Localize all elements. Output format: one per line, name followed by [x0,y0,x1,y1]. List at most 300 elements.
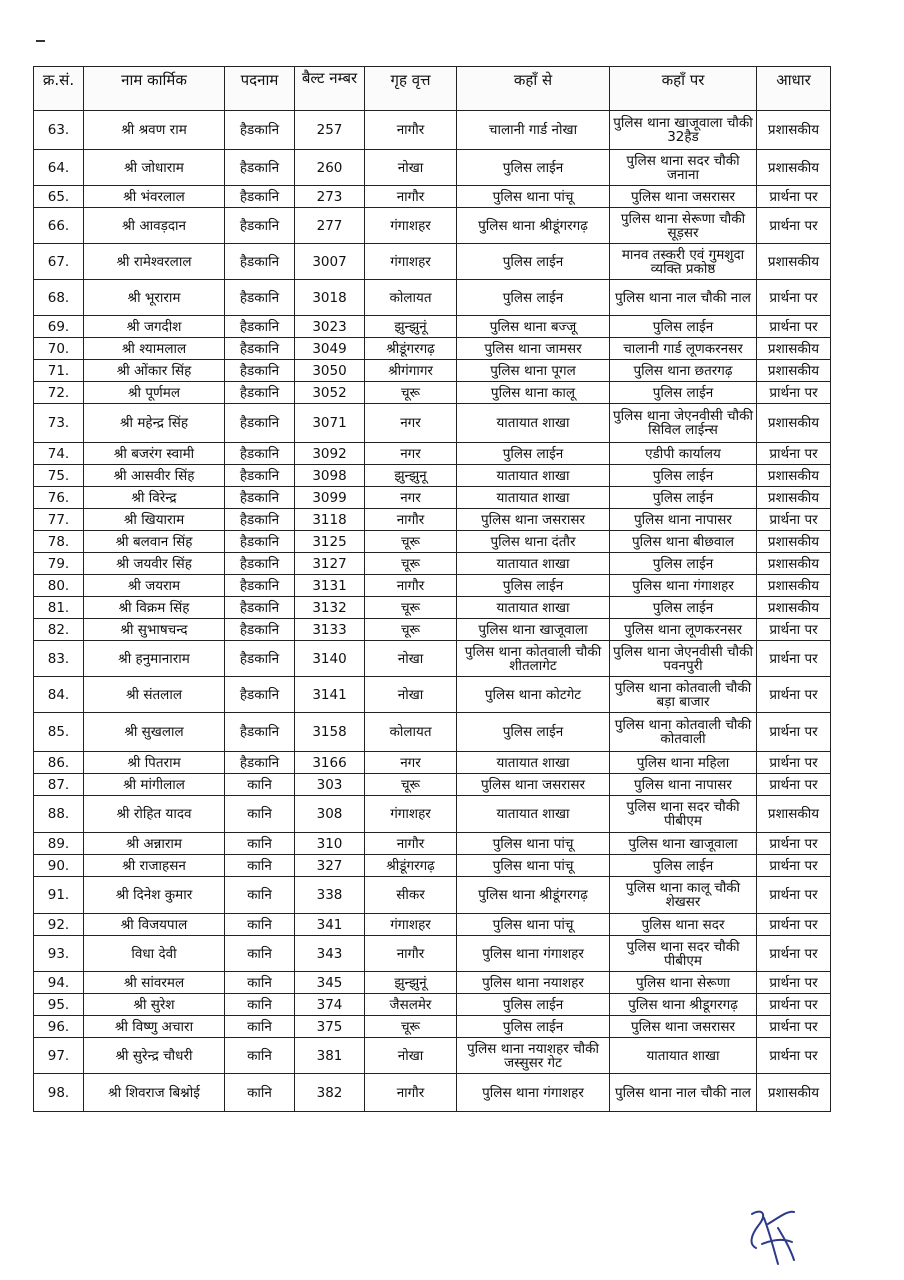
header-home: गृह वृत्त [365,67,457,111]
table-row [34,150,831,186]
row-to-posting: मानव तस्करी एवं गुमशुदा व्यक्ति प्रकोष्ठ [610,244,757,280]
row-designation: हैडकानि [225,487,295,509]
table-row [34,404,831,443]
row-to-posting: पुलिस थाना सदर चौकी पीबीएम [610,796,757,833]
row-designation: कानि [225,877,295,914]
table-row [34,914,831,936]
row-from-posting: पुलिस थाना पांचू [457,833,610,855]
row-from-posting: पुलिस लाईन [457,1016,610,1038]
row-serial-number: 85. [34,713,84,752]
row-personnel-name: श्री पूर्णमल [84,382,225,404]
row-from-posting: पुलिस थाना श्रीडूंगरगढ़ [457,208,610,244]
row-belt-number: 343 [295,936,365,972]
row-belt-number: 3125 [295,531,365,553]
table-row [34,487,831,509]
row-belt-number: 3127 [295,553,365,575]
row-personnel-name: श्री हनुमानाराम [84,641,225,677]
row-belt-number: 3050 [295,360,365,382]
table-row [34,752,831,774]
row-personnel-name: श्री सांवरमल [84,972,225,994]
row-designation: कानि [225,833,295,855]
row-serial-number: 76. [34,487,84,509]
row-personnel-name: श्री भंवरलाल [84,186,225,208]
row-serial-number: 97. [34,1038,84,1074]
row-personnel-name: श्री जगदीश [84,316,225,338]
row-home-circle: कोलायत [365,280,457,316]
row-from-posting: यातायात शाखा [457,796,610,833]
row-personnel-name: श्री जयवीर सिंह [84,553,225,575]
row-basis: प्रार्थना पर [757,509,831,531]
table-row [34,382,831,404]
row-basis: प्रार्थना पर [757,833,831,855]
table-row [34,360,831,382]
row-from-posting: पुलिस लाईन [457,280,610,316]
row-home-circle: नागौर [365,833,457,855]
table-row [34,208,831,244]
row-basis: प्रार्थना पर [757,316,831,338]
row-to-posting: पुलिस थाना जेएनवीसी चौकी पवनपुरी [610,641,757,677]
row-basis: प्रशासकीय [757,575,831,597]
row-to-posting: पुलिस थाना छतरगढ़ [610,360,757,382]
row-designation: हैडकानि [225,443,295,465]
row-belt-number: 310 [295,833,365,855]
header-to: कहाँ पर [610,67,757,111]
row-serial-number: 87. [34,774,84,796]
row-belt-number: 3133 [295,619,365,641]
row-basis: प्रार्थना पर [757,443,831,465]
row-home-circle: सीकर [365,877,457,914]
row-designation: हैडकानि [225,531,295,553]
row-personnel-name: श्री विरेन्द्र [84,487,225,509]
row-personnel-name: श्री सुभाषचन्द [84,619,225,641]
table-row [34,994,831,1016]
row-personnel-name: श्री जयराम [84,575,225,597]
row-home-circle: चूरू [365,774,457,796]
row-designation: कानि [225,994,295,1016]
row-home-circle: चूरू [365,531,457,553]
row-personnel-name: श्री विक्रम सिंह [84,597,225,619]
row-basis: प्रार्थना पर [757,1038,831,1074]
row-belt-number: 3007 [295,244,365,280]
table-row [34,338,831,360]
row-to-posting: पुलिस थाना सदर [610,914,757,936]
row-to-posting: पुलिस थाना गंगाशहर [610,575,757,597]
table-row [34,796,831,833]
row-from-posting: पुलिस थाना कोटगेट [457,677,610,713]
row-belt-number: 3092 [295,443,365,465]
row-personnel-name: श्री सुरेश [84,994,225,1016]
row-belt-number: 3071 [295,404,365,443]
row-from-posting: यातायात शाखा [457,553,610,575]
row-basis: प्रार्थना पर [757,994,831,1016]
row-to-posting: पुलिस लाईन [610,316,757,338]
row-to-posting: पुलिस थाना नापासर [610,509,757,531]
row-serial-number: 95. [34,994,84,1016]
table-row [34,877,831,914]
table-row [34,713,831,752]
row-from-posting: यातायात शाखा [457,465,610,487]
row-serial-number: 69. [34,316,84,338]
row-basis: प्रार्थना पर [757,619,831,641]
row-personnel-name: श्री बजरंग स्वामी [84,443,225,465]
row-belt-number: 3131 [295,575,365,597]
row-designation: हैडकानि [225,465,295,487]
row-home-circle: चूरू [365,1016,457,1038]
row-home-circle: नगर [365,752,457,774]
row-to-posting: पुलिस थाना खाजूवाला [610,833,757,855]
table-row [34,443,831,465]
row-to-posting: चालानी गार्ड लूणकरनसर [610,338,757,360]
row-home-circle: नागौर [365,1074,457,1112]
row-personnel-name: श्री सुखलाल [84,713,225,752]
row-designation: कानि [225,1038,295,1074]
row-serial-number: 66. [34,208,84,244]
table-row [34,465,831,487]
row-belt-number: 273 [295,186,365,208]
row-basis: प्रशासकीय [757,150,831,186]
row-basis: प्रशासकीय [757,796,831,833]
row-personnel-name: श्री आसवीर सिंह [84,465,225,487]
row-designation: कानि [225,936,295,972]
row-serial-number: 93. [34,936,84,972]
row-belt-number: 303 [295,774,365,796]
row-serial-number: 86. [34,752,84,774]
row-basis: प्रशासकीय [757,531,831,553]
row-serial-number: 89. [34,833,84,855]
row-home-circle: गंगाशहर [365,208,457,244]
row-belt-number: 257 [295,111,365,150]
row-to-posting: पुलिस थाना सेरूणा चौकी सूड़सर [610,208,757,244]
row-to-posting: पुलिस थाना नाल चौकी नाल [610,280,757,316]
row-designation: हैडकानि [225,150,295,186]
row-to-posting: पुलिस लाईन [610,487,757,509]
table-row [34,833,831,855]
row-serial-number: 72. [34,382,84,404]
row-serial-number: 90. [34,855,84,877]
row-home-circle: जैसलमेर [365,994,457,1016]
row-personnel-name: श्री जोधाराम [84,150,225,186]
row-to-posting: पुलिस लाईन [610,382,757,404]
row-from-posting: पुलिस थाना गंगाशहर [457,1074,610,1112]
row-home-circle: चूरू [365,619,457,641]
table-row [34,936,831,972]
row-from-posting: चालानी गार्ड नोखा [457,111,610,150]
row-designation: हैडकानि [225,619,295,641]
row-serial-number: 83. [34,641,84,677]
row-serial-number: 98. [34,1074,84,1112]
row-belt-number: 3132 [295,597,365,619]
row-personnel-name: श्री संतलाल [84,677,225,713]
row-designation: हैडकानि [225,404,295,443]
row-designation: हैडकानि [225,713,295,752]
row-serial-number: 77. [34,509,84,531]
row-basis: प्रशासकीय [757,597,831,619]
row-home-circle: नोखा [365,641,457,677]
row-from-posting: पुलिस लाईन [457,150,610,186]
row-basis: प्रशासकीय [757,1074,831,1112]
row-basis: प्रशासकीय [757,553,831,575]
row-belt-number: 345 [295,972,365,994]
row-designation: हैडकानि [225,597,295,619]
row-designation: हैडकानि [225,316,295,338]
row-designation: हैडकानि [225,575,295,597]
row-from-posting: यातायात शाखा [457,404,610,443]
row-personnel-name: श्री ओंकार सिंह [84,360,225,382]
row-home-circle: कोलायत [365,713,457,752]
row-basis: प्रार्थना पर [757,641,831,677]
row-designation: कानि [225,774,295,796]
row-personnel-name: श्री अन्नाराम [84,833,225,855]
row-to-posting: पुलिस थाना जसरासर [610,1016,757,1038]
row-serial-number: 71. [34,360,84,382]
row-belt-number: 3018 [295,280,365,316]
row-serial-number: 70. [34,338,84,360]
table-header-row [34,67,831,111]
row-from-posting: पुलिस थाना कोतवाली चौकी शीतलागेट [457,641,610,677]
row-home-circle: नगर [365,443,457,465]
row-basis: प्रार्थना पर [757,280,831,316]
row-home-circle: चूरू [365,597,457,619]
row-belt-number: 3140 [295,641,365,677]
row-designation: हैडकानि [225,244,295,280]
row-basis: प्रार्थना पर [757,936,831,972]
row-to-posting: पुलिस थाना जेएनवीसी चौकी सिविल लाईन्स [610,404,757,443]
row-designation: कानि [225,1016,295,1038]
row-home-circle: नागौर [365,509,457,531]
row-to-posting: पुलिस थाना जसरासर [610,186,757,208]
row-from-posting: पुलिस थाना पांचू [457,855,610,877]
row-personnel-name: विधा देवी [84,936,225,972]
row-designation: कानि [225,855,295,877]
row-designation: हैडकानि [225,280,295,316]
row-home-circle: नोखा [365,677,457,713]
row-designation: कानि [225,1074,295,1112]
table-row [34,1038,831,1074]
row-serial-number: 75. [34,465,84,487]
row-to-posting: पुलिस थाना बीछवाल [610,531,757,553]
row-from-posting: पुलिस थाना कालू [457,382,610,404]
row-belt-number: 374 [295,994,365,1016]
row-from-posting: पुलिस लाईन [457,244,610,280]
row-home-circle: झुन्झुनूं [365,316,457,338]
row-home-circle: नोखा [365,150,457,186]
row-from-posting: यातायात शाखा [457,487,610,509]
row-designation: हैडकानि [225,338,295,360]
row-to-posting: पुलिस थाना कोतवाली चौकी कोतवाली [610,713,757,752]
row-from-posting: पुलिस थाना पांचू [457,186,610,208]
row-serial-number: 80. [34,575,84,597]
row-from-posting: पुलिस थाना पूगल [457,360,610,382]
row-from-posting: पुलिस लाईन [457,994,610,1016]
row-home-circle: चूरू [365,553,457,575]
row-serial-number: 84. [34,677,84,713]
row-from-posting: पुलिस थाना श्रीडूंगरगढ़ [457,877,610,914]
row-serial-number: 67. [34,244,84,280]
row-personnel-name: श्री श्यामलाल [84,338,225,360]
row-home-circle: चूरू [365,382,457,404]
row-from-posting: पुलिस थाना जसरासर [457,774,610,796]
row-belt-number: 375 [295,1016,365,1038]
row-belt-number: 260 [295,150,365,186]
row-designation: हैडकानि [225,509,295,531]
row-to-posting: पुलिस थाना सदर चौकी जनाना [610,150,757,186]
row-personnel-name: श्री भूराराम [84,280,225,316]
row-belt-number: 3023 [295,316,365,338]
row-personnel-name: श्री रोहित यादव [84,796,225,833]
row-personnel-name: श्री सुरेन्द्र चौधरी [84,1038,225,1074]
row-designation: हैडकानि [225,382,295,404]
row-belt-number: 382 [295,1074,365,1112]
row-serial-number: 65. [34,186,84,208]
row-personnel-name: श्री श्रवण राम [84,111,225,150]
table-row [34,1016,831,1038]
table-row [34,531,831,553]
row-home-circle: झुन्झुनू [365,465,457,487]
table-row [34,186,831,208]
header-rank: पदनाम [225,67,295,111]
row-designation: कानि [225,796,295,833]
row-from-posting: यातायात शाखा [457,597,610,619]
row-designation: कानि [225,972,295,994]
row-belt-number: 308 [295,796,365,833]
row-to-posting: पुलिस थाना नाल चौकी नाल [610,1074,757,1112]
table-row [34,774,831,796]
table-row [34,575,831,597]
row-basis: प्रार्थना पर [757,855,831,877]
row-basis: प्रशासकीय [757,404,831,443]
row-from-posting: पुलिस थाना जसरासर [457,509,610,531]
row-serial-number: 79. [34,553,84,575]
row-basis: प्रार्थना पर [757,382,831,404]
row-belt-number: 3052 [295,382,365,404]
row-to-posting: पुलिस थाना खाजूवाला चौकी 32हैड [610,111,757,150]
row-to-posting: पुलिस थाना महिला [610,752,757,774]
table-row [34,316,831,338]
row-serial-number: 63. [34,111,84,150]
row-basis: प्रार्थना पर [757,713,831,752]
row-designation: हैडकानि [225,553,295,575]
row-designation: हैडकानि [225,111,295,150]
table-row [34,244,831,280]
row-personnel-name: श्री राजाहसन [84,855,225,877]
row-serial-number: 96. [34,1016,84,1038]
row-basis: प्रशासकीय [757,338,831,360]
table-row [34,1074,831,1112]
signature-mark [738,1204,798,1268]
row-home-circle: नगर [365,487,457,509]
row-to-posting: पुलिस थाना लूणकरनसर [610,619,757,641]
row-basis: प्रार्थना पर [757,914,831,936]
row-to-posting: पुलिस थाना नापासर [610,774,757,796]
row-to-posting: पुलिस थाना कालू चौकी शेखसर [610,877,757,914]
row-basis: प्रशासकीय [757,487,831,509]
row-from-posting: पुलिस थाना गंगाशहर [457,936,610,972]
row-home-circle: नागौर [365,936,457,972]
row-personnel-name: श्री विष्णु अचारा [84,1016,225,1038]
transfer-table [33,66,831,1112]
row-basis: प्रार्थना पर [757,774,831,796]
row-to-posting: पुलिस लाईन [610,597,757,619]
row-serial-number: 82. [34,619,84,641]
header-basis: आधार [757,67,831,111]
row-home-circle: गंगाशहर [365,244,457,280]
row-from-posting: पुलिस लाईन [457,713,610,752]
row-to-posting: एडीपी कार्यालय [610,443,757,465]
row-home-circle: नागौर [365,575,457,597]
row-home-circle: श्रीडूंगरगढ़ [365,855,457,877]
row-designation: हैडकानि [225,641,295,677]
row-from-posting: पुलिस थाना नयाशहर [457,972,610,994]
row-to-posting: पुलिस लाईन [610,465,757,487]
row-basis: प्रार्थना पर [757,186,831,208]
row-serial-number: 64. [34,150,84,186]
row-personnel-name: श्री बलवान सिंह [84,531,225,553]
table-row [34,619,831,641]
row-basis: प्रशासकीय [757,360,831,382]
row-basis: प्रार्थना पर [757,752,831,774]
row-personnel-name: श्री मांगीलाल [84,774,225,796]
table-row [34,553,831,575]
row-basis: प्रार्थना पर [757,877,831,914]
row-belt-number: 3141 [295,677,365,713]
row-serial-number: 73. [34,404,84,443]
row-personnel-name: श्री आवड़दान [84,208,225,244]
row-serial-number: 74. [34,443,84,465]
row-serial-number: 78. [34,531,84,553]
row-belt-number: 341 [295,914,365,936]
row-to-posting: पुलिस लाईन [610,855,757,877]
margin-dash-mark [36,40,45,42]
row-belt-number: 327 [295,855,365,877]
row-serial-number: 94. [34,972,84,994]
row-designation: कानि [225,914,295,936]
header-from: कहाँ से [457,67,610,111]
table-row [34,111,831,150]
row-from-posting: पुलिस थाना जामसर [457,338,610,360]
row-basis: प्रशासकीय [757,111,831,150]
row-belt-number: 3098 [295,465,365,487]
row-basis: प्रशासकीय [757,465,831,487]
table-row [34,677,831,713]
row-basis: प्रार्थना पर [757,208,831,244]
header-name: नाम कार्मिक [84,67,225,111]
row-home-circle: नागौर [365,111,457,150]
row-from-posting: पुलिस थाना दंतौर [457,531,610,553]
header-sno: क्र.सं. [34,67,84,111]
row-basis: प्रार्थना पर [757,972,831,994]
row-to-posting: पुलिस लाईन [610,553,757,575]
row-serial-number: 92. [34,914,84,936]
table-row [34,972,831,994]
row-home-circle: गंगाशहर [365,914,457,936]
table-row [34,855,831,877]
row-to-posting: यातायात शाखा [610,1038,757,1074]
table-row [34,641,831,677]
row-belt-number: 277 [295,208,365,244]
row-belt-number: 3099 [295,487,365,509]
header-belt: बैल्ट नम्बर [295,67,365,111]
row-to-posting: पुलिस थाना श्रीडूगरगढ़ [610,994,757,1016]
row-from-posting: पुलिस थाना बज्जू [457,316,610,338]
table-row [34,509,831,531]
row-home-circle: झुन्झुनूं [365,972,457,994]
row-belt-number: 3049 [295,338,365,360]
row-from-posting: पुलिस लाईन [457,443,610,465]
row-designation: हैडकानि [225,752,295,774]
row-designation: हैडकानि [225,677,295,713]
row-belt-number: 338 [295,877,365,914]
row-designation: हैडकानि [225,360,295,382]
